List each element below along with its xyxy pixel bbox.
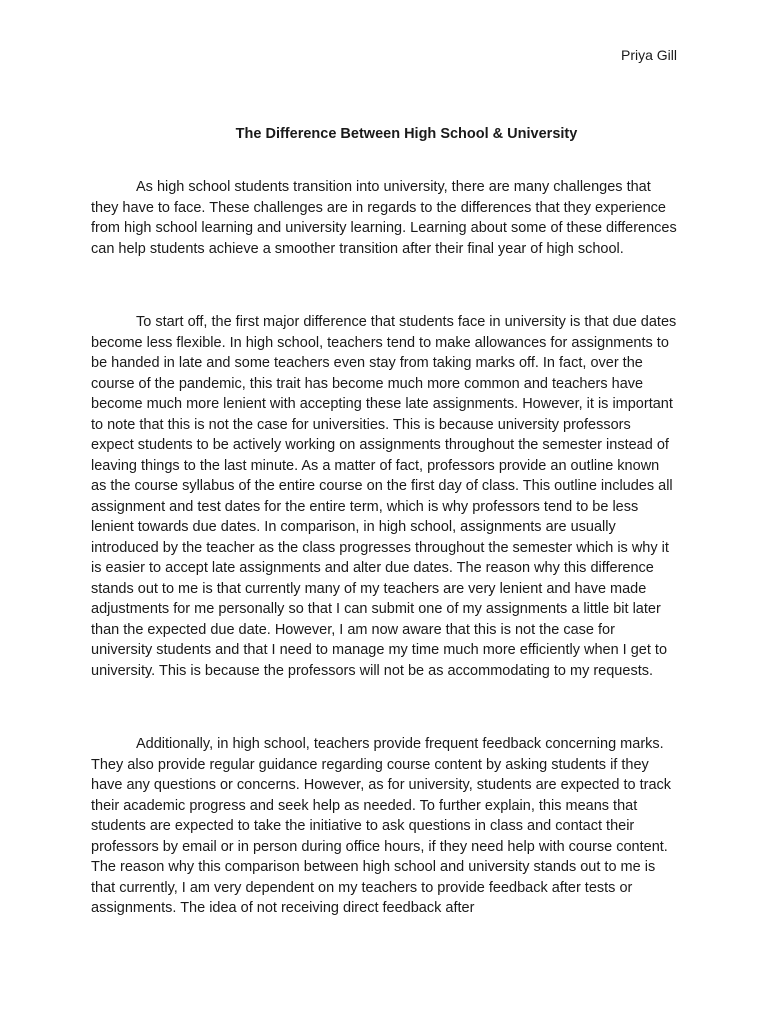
paragraph-intro: As high school students transition into university, there are many challenges that they have to face. These challenges are in regards to the differences that they experience from high school learning and university learning. Learning about some of these differences can help students achieve a smoother transition after their final year of high school.: [91, 179, 677, 257]
author-name: Priya Gill: [620, 47, 677, 63]
document-title: The Difference Between High School & University: [235, 126, 578, 142]
paragraph-feedback: Additionally, in high school, teachers provide frequent feedback concerning marks. They also provide regular guidance regarding course content by asking students if they have any questions or concerns. However, as for university, students are expected to track their academic progress and seek help as needed. To further explain, this means that students are expected to take the initiative to ask questions in class and contact their professors by email or in person during office hours, if they need help with course content. The reason why this comparison between high school and university stands out to me is that currently, I am very dependent on my teachers to provide feedback after tests or assignments. The idea of not receiving direct feedback after: [91, 736, 672, 916]
paragraph-due-dates: To start off, the first major difference that students face in university is that due dates become less flexible. In high school, teachers tend to make allowances for assignments to be handed in late and some teachers even stay from taking marks off. In fact, over the course of the pandemic, this trait has become much more common and teachers have become much more lenient with accepting these late assignments. However, it is important to note that this is not the case for universities. This is because university professors expect students to be actively working on assignments throughout the semester instead of leaving things to the last minute. As a matter of fact, professors provide an outline known as the course syllabus of the entire course on the first day of class. This outline includes all assignment and test dates for the entire term, which is why professors tend to be less lenient towards due dates. In comparison, in high school, assignments are usually introduced by the teacher as the class progresses throughout the semester which is why it is easier to accept late assignments and alter due dates. The reason why this difference stands out to me is that currently many of my teachers are very lenient and have made adjustments for me personally so that I can submit one of my assignments a little bit later than the expected due date. However, I am now aware that this is not the case for university students and that I need to manage my time much more efficiently when I get to university. This is because the professors will not be as accommodating to my requests.: [91, 314, 677, 679]
